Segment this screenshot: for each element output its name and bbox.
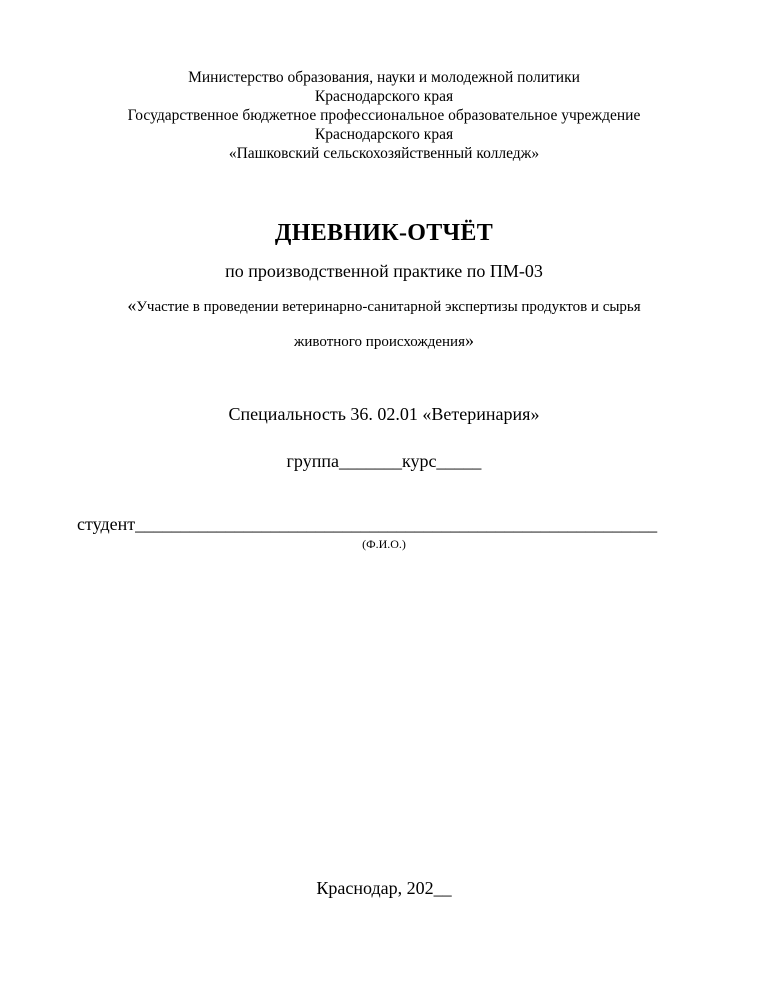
institution-header xyxy=(0,68,768,163)
city-year: Краснодар, 202__ xyxy=(316,878,452,898)
topic-line-2 xyxy=(0,330,768,351)
topic-close-quote: » xyxy=(464,330,474,350)
topic-text-1: Участие в проведении ветеринарно-санитарной экспертизы продуктов и сырья xyxy=(136,299,641,315)
topic-text-2: животного происхождения xyxy=(294,334,465,350)
header-line-region-2: Краснодарского края xyxy=(314,126,454,143)
document-title: ДНЕВНИК-ОТЧЁТ xyxy=(274,220,494,246)
topic-line-1 xyxy=(0,295,768,316)
header-line-college-name: «Пашковский сельскохозяйственный колледж» xyxy=(228,145,540,162)
header-line-ministry: Министерство образования, науки и молодежной политики xyxy=(188,69,580,86)
document-subtitle: по производственной практике по ПМ-03 xyxy=(225,261,543,281)
topic-open-quote: « xyxy=(127,295,137,315)
specialty-line: Специальность 36. 02.01 «Ветеринария» xyxy=(228,404,540,424)
fio-caption: (Ф.И.О.) xyxy=(362,537,406,551)
header-line-region: Краснодарского края xyxy=(314,88,454,105)
group-course-line: группа_______курс_____ xyxy=(286,451,482,471)
student-name-line: студент__________________________________________________________ xyxy=(77,514,658,534)
header-line-institution-type: Государственное бюджетное профессиональное образовательное учреждение xyxy=(127,107,641,124)
